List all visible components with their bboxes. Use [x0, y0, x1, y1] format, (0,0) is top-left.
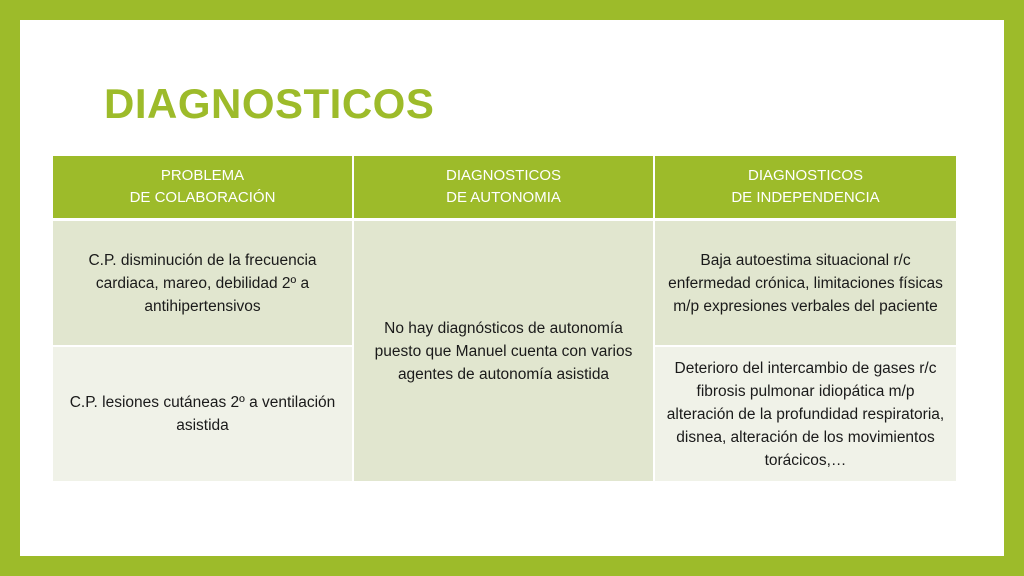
- header-line: DE INDEPENDENCIA: [731, 189, 880, 206]
- cell-independencia: Deterioro del intercambio de gases r/c fibrosis pulmonar idiopática m/p alteración de la profundidad respiratoria, disnea, alteración de los movimientos torácicos,…: [654, 346, 956, 482]
- header-line: DE AUTONOMIA: [446, 189, 561, 206]
- diagnostics-table: [53, 156, 956, 483]
- cell-autonomia: No hay diagnósticos de autonomía puesto que Manuel cuenta con varios agentes de autonomía asistida: [353, 220, 654, 483]
- table-row: [53, 220, 956, 347]
- table-header-row: [53, 156, 956, 220]
- header-line: DIAGNOSTICOS: [747, 167, 863, 184]
- slide-title: DIAGNOSTICOS: [104, 80, 435, 127]
- header-problema-colaboracion: [53, 156, 353, 220]
- header-diagnosticos-autonomia: [353, 156, 654, 220]
- cell-colaboracion: C.P. lesiones cutáneas 2º a ventilación asistida: [53, 346, 353, 482]
- header-line: PROBLEMA: [160, 167, 245, 184]
- cell-colaboracion: C.P. disminución de la frecuencia cardiaca, mareo, debilidad 2º a antihipertensivos: [53, 220, 353, 347]
- slide: [20, 20, 1004, 556]
- header-line: DIAGNOSTICOS: [445, 167, 561, 184]
- cell-independencia: Baja autoestima situacional r/c enfermedad crónica, limitaciones físicas m/p expresiones verbales del paciente: [654, 220, 956, 347]
- header-diagnosticos-independencia: [654, 156, 956, 220]
- header-line: DE COLABORACIÓN: [129, 189, 276, 206]
